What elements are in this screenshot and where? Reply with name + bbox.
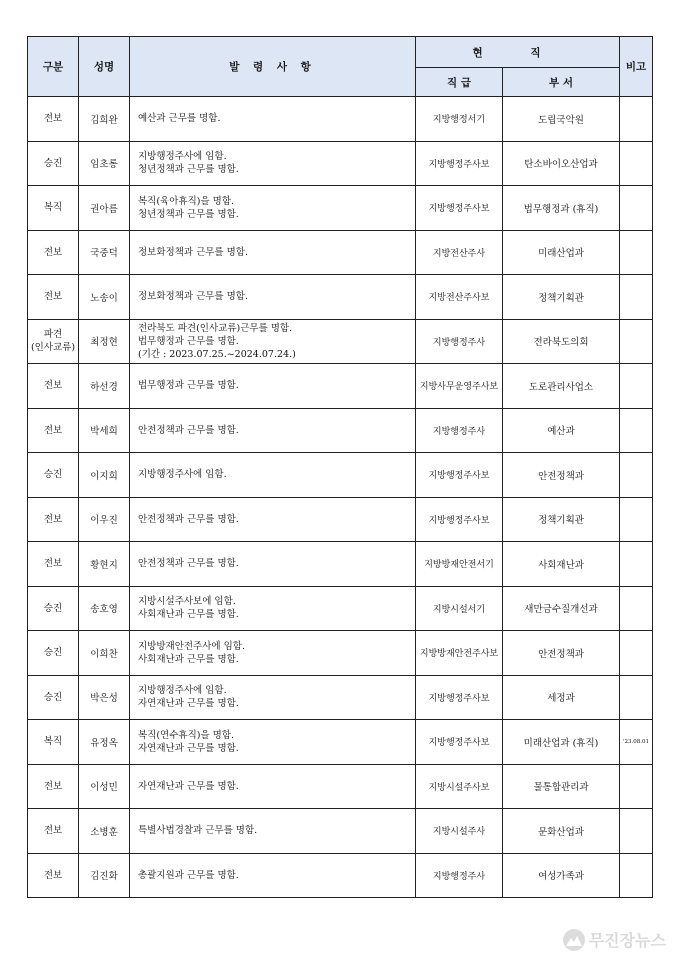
name-cell: 송호영 <box>79 586 130 631</box>
table-row <box>28 720 653 765</box>
remarks-cell <box>620 675 653 720</box>
order-line: 지방행정주사에 임함. <box>138 469 227 481</box>
order-line: 안전정책과 근무를 명함. <box>138 513 239 525</box>
name-cell: 소병훈 <box>79 809 130 854</box>
table-row <box>28 97 653 142</box>
order-line: 법무행정과 근무를 명함. <box>138 380 239 392</box>
table-row <box>28 319 653 364</box>
rank-cell: 지방시설주사 <box>416 809 503 854</box>
table-row <box>28 631 653 676</box>
order-line: 안전정책과 근무를 명함. <box>138 558 239 570</box>
category-cell: 전보 <box>28 853 79 898</box>
category-cell: 전보 <box>28 497 79 542</box>
name-cell: 김진화 <box>79 853 130 898</box>
department-cell: 물통합관리과 <box>503 764 620 809</box>
order-cell <box>130 542 416 587</box>
category-cell: 전보 <box>28 97 79 142</box>
department-cell: 미래산업과 (휴직) <box>503 720 620 765</box>
order-line: 지방행정주사에 임함. <box>138 685 227 697</box>
name-cell: 황현지 <box>79 542 130 587</box>
department-cell: 여성가족과 <box>503 853 620 898</box>
table-row <box>28 809 653 854</box>
category-cell: 전보 <box>28 809 79 854</box>
rank-cell: 지방행정주사보 <box>416 497 503 542</box>
remarks-cell <box>620 408 653 453</box>
rank-cell: 지방방재안전서기 <box>416 542 503 587</box>
name-cell: 최정현 <box>79 319 130 364</box>
table-body <box>28 97 653 898</box>
name-cell: 권아름 <box>79 186 130 231</box>
table-row <box>28 275 653 320</box>
order-line: 전라북도 파견(인사교류)근무를 명함. <box>138 322 293 334</box>
order-line: 청년정책과 근무를 명함. <box>138 164 239 176</box>
category-cell: 승진 <box>28 631 79 676</box>
name-cell: 이희찬 <box>79 631 130 676</box>
table-row <box>28 453 653 498</box>
remarks-cell <box>620 364 653 409</box>
department-cell: 문화산업과 <box>503 809 620 854</box>
order-cell <box>130 497 416 542</box>
department-cell: 안전정책과 <box>503 631 620 676</box>
rank-cell: 지방행정주사보 <box>416 453 503 498</box>
order-line: 안전정책과 근무를 명함. <box>138 424 239 436</box>
rank-cell: 지방행정주사보 <box>416 720 503 765</box>
rank-cell: 지방행정서기 <box>416 97 503 142</box>
header-rank: 직 급 <box>416 68 503 97</box>
name-cell: 이우진 <box>79 497 130 542</box>
table-row <box>28 408 653 453</box>
category-cell: 승진 <box>28 675 79 720</box>
rank-cell: 지방방재안전주사보 <box>416 631 503 676</box>
order-cell <box>130 764 416 809</box>
order-line: 특별사법경찰과 근무를 명함. <box>138 825 258 837</box>
remarks-cell <box>620 141 653 186</box>
order-cell <box>130 720 416 765</box>
order-cell <box>130 230 416 275</box>
order-line: 복직(육아휴직)을 명함. <box>138 195 235 207</box>
category-cell: 전보 <box>28 764 79 809</box>
order-line: 청년정책과 근무를 명함. <box>138 208 239 220</box>
category-cell: 파견 (인사교류) <box>28 319 79 364</box>
order-cell <box>130 141 416 186</box>
order-line: 예산과 근무를 명함. <box>138 113 221 125</box>
name-cell: 박은성 <box>79 675 130 720</box>
rank-cell: 지방전산주사 <box>416 230 503 275</box>
category-cell: 복직 <box>28 720 79 765</box>
order-cell <box>130 453 416 498</box>
personnel-order-table <box>27 36 653 898</box>
name-cell: 하선경 <box>79 364 130 409</box>
rank-cell: 지방행정주사 <box>416 408 503 453</box>
order-line: 자연재난과 근무를 명함. <box>138 742 239 754</box>
header-remarks: 비고 <box>620 37 653 97</box>
mountain-logo-icon <box>563 929 585 951</box>
table-row <box>28 141 653 186</box>
rank-cell: 지방행정주사 <box>416 853 503 898</box>
category-cell: 전보 <box>28 275 79 320</box>
remarks-cell <box>620 853 653 898</box>
department-cell: 정책기획관 <box>503 275 620 320</box>
table-header <box>28 37 653 97</box>
rank-cell: 지방시설주사보 <box>416 764 503 809</box>
department-cell: 예산과 <box>503 408 620 453</box>
table-row <box>28 764 653 809</box>
order-cell <box>130 97 416 142</box>
table-row <box>28 230 653 275</box>
name-cell: 이성민 <box>79 764 130 809</box>
category-cell: 전보 <box>28 408 79 453</box>
category-cell: 승진 <box>28 141 79 186</box>
order-line: 자연재난과 근무를 명함. <box>138 780 239 792</box>
category-cell: 전보 <box>28 230 79 275</box>
rank-cell: 지방행정주사보 <box>416 186 503 231</box>
order-line: 정보화정책과 근무를 명함. <box>138 291 249 303</box>
table-row <box>28 364 653 409</box>
department-cell: 사회재난과 <box>503 542 620 587</box>
order-cell <box>130 408 416 453</box>
category-cell: 승진 <box>28 586 79 631</box>
rank-cell: 지방시설서기 <box>416 586 503 631</box>
order-line: 총괄지원과 근무를 명함. <box>138 869 239 881</box>
header-category: 구분 <box>28 37 79 97</box>
name-cell: 이지희 <box>79 453 130 498</box>
department-cell: 전라북도의회 <box>503 319 620 364</box>
order-line: 지방행정주사에 임함. <box>138 151 227 163</box>
remarks-cell <box>620 186 653 231</box>
department-cell: 탄소바이오산업과 <box>503 141 620 186</box>
header-order: 발 령 사 항 <box>130 37 416 97</box>
header-department: 부 서 <box>503 68 620 97</box>
watermark-text: 무진장뉴스 <box>588 931 666 950</box>
remarks-cell <box>620 319 653 364</box>
category-cell: 복직 <box>28 186 79 231</box>
order-cell <box>130 275 416 320</box>
header-name: 성명 <box>79 37 130 97</box>
order-cell <box>130 586 416 631</box>
remarks-cell <box>620 97 653 142</box>
name-cell: 박세희 <box>79 408 130 453</box>
order-cell <box>130 675 416 720</box>
order-line: 정보화정책과 근무를 명함. <box>138 246 249 258</box>
order-line: 사회재난과 근무를 명함. <box>138 609 239 621</box>
name-cell: 유정옥 <box>79 720 130 765</box>
order-line: 자연재난과 근무를 명함. <box>138 698 239 710</box>
department-cell: 미래산업과 <box>503 230 620 275</box>
order-cell <box>130 809 416 854</box>
remarks-cell <box>620 230 653 275</box>
department-cell: 세정과 <box>503 675 620 720</box>
rank-cell: 지방행정주사보 <box>416 141 503 186</box>
name-cell: 임초롱 <box>79 141 130 186</box>
remarks-cell: '23.08.01 <box>620 720 653 765</box>
order-line: 법무행정과 근무를 명함. <box>138 335 239 347</box>
department-cell: 정책기획관 <box>503 497 620 542</box>
watermark <box>563 928 666 951</box>
table-row <box>28 675 653 720</box>
order-line: 지방방재안전주사에 임함. <box>138 640 245 652</box>
table-row <box>28 853 653 898</box>
department-cell: 법무행정과 (휴직) <box>503 186 620 231</box>
category-cell: 승진 <box>28 453 79 498</box>
order-cell <box>130 186 416 231</box>
department-cell: 도로관리사업소 <box>503 364 620 409</box>
remarks-cell <box>620 809 653 854</box>
table-row <box>28 542 653 587</box>
order-line: 사회재난과 근무를 명함. <box>138 653 239 665</box>
rank-cell: 지방전산주사보 <box>416 275 503 320</box>
department-cell: 안전정책과 <box>503 453 620 498</box>
name-cell: 김희완 <box>79 97 130 142</box>
department-cell: 새만금수질개선과 <box>503 586 620 631</box>
table-row <box>28 186 653 231</box>
table-row <box>28 497 653 542</box>
remarks-cell <box>620 453 653 498</box>
rank-cell: 지방사무운영주사보 <box>416 364 503 409</box>
order-line: (기간 : 2023.07.25.~2024.07.24.) <box>138 348 296 360</box>
remarks-cell <box>620 275 653 320</box>
remarks-cell <box>620 586 653 631</box>
order-line: 지방시설주사보에 임함. <box>138 596 236 608</box>
order-cell <box>130 631 416 676</box>
name-cell: 국중덕 <box>79 230 130 275</box>
remarks-cell <box>620 497 653 542</box>
order-cell <box>130 364 416 409</box>
remarks-cell <box>620 631 653 676</box>
name-cell: 노송이 <box>79 275 130 320</box>
category-cell: 전보 <box>28 542 79 587</box>
remarks-cell <box>620 542 653 587</box>
order-cell <box>130 853 416 898</box>
rank-cell: 지방행정주사 <box>416 319 503 364</box>
category-cell: 전보 <box>28 364 79 409</box>
table-row <box>28 586 653 631</box>
rank-cell: 지방행정주사보 <box>416 675 503 720</box>
header-current-position: 현 직 <box>416 37 620 68</box>
order-cell <box>130 319 416 364</box>
remarks-cell <box>620 764 653 809</box>
order-line: 복직(연수휴직)을 명함. <box>138 729 235 741</box>
department-cell: 도립국악원 <box>503 97 620 142</box>
